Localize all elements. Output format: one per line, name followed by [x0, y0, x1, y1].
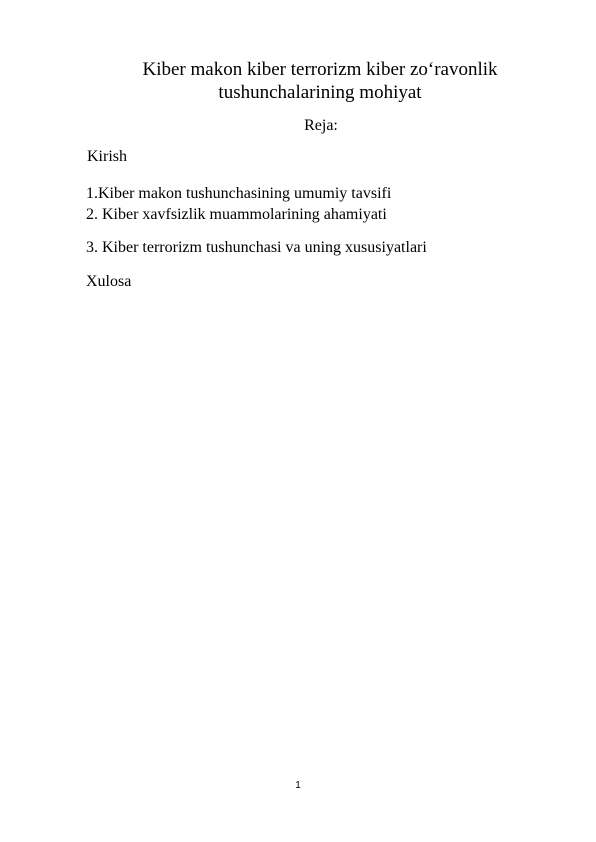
plan-item-3: 3. Kiber terrorizm tushunchasi va uning xususiyatlari [86, 239, 427, 256]
document-title: Kiber makon kiber terrorizm kiber zo‘ravonlik tushunchalarining mohiyat [142, 59, 498, 103]
intro-item: Kirish [87, 148, 127, 165]
plan-item-1: 1.Kiber makon tushunchasining umumiy tavsifi [86, 185, 392, 202]
page-number: 1 [295, 780, 301, 791]
plan-heading: Reja: [304, 117, 338, 134]
conclusion-item: Xulosa [86, 273, 132, 290]
plan-item-2: 2. Kiber xavfsizlik muammolarining ahamiyati [86, 206, 387, 223]
